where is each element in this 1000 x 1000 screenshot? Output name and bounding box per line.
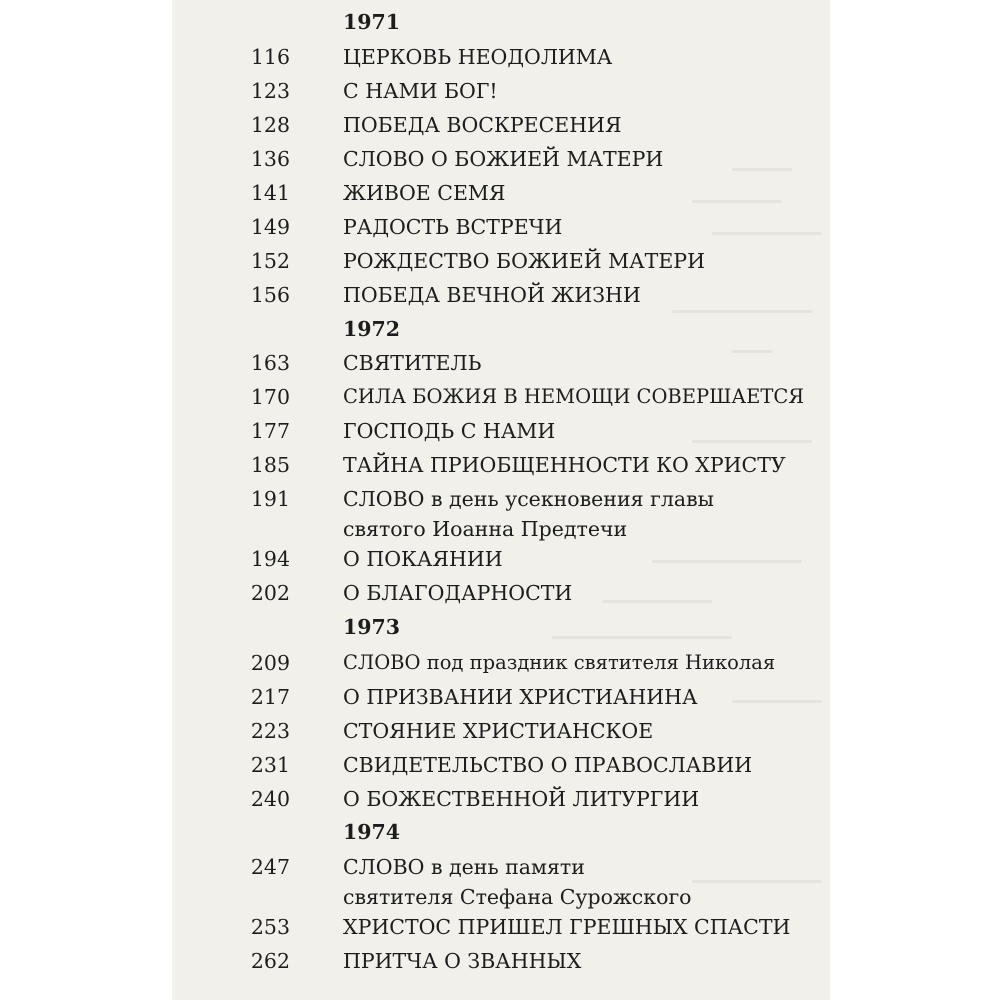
page-number: 149 bbox=[250, 215, 290, 239]
page-number: 194 bbox=[250, 547, 290, 571]
page-number: 116 bbox=[250, 45, 290, 69]
entry-title: ХРИСТОС ПРИШЕЛ ГРЕШНЫХ СПАСТИ bbox=[343, 915, 791, 939]
bleed-through-mark bbox=[672, 310, 812, 313]
page-number: 253 bbox=[250, 915, 290, 939]
entry-title: ЦЕРКОВЬ НЕОДОЛИМА bbox=[343, 45, 613, 69]
entry-title-line: СЛОВО в день памяти bbox=[343, 855, 585, 879]
page-number: 163 bbox=[250, 351, 290, 375]
page-number: 185 bbox=[250, 453, 290, 477]
bleed-through-mark bbox=[712, 232, 822, 235]
entry-title: СЛОВО под праздник святителя Николая bbox=[343, 651, 776, 674]
entry-title: ПРИТЧА О ЗВАННЫХ bbox=[343, 949, 582, 973]
page-number: 231 bbox=[250, 753, 290, 777]
entry-title: ЖИВОЕ СЕМЯ bbox=[343, 181, 506, 205]
entry-title: СВЯТИТЕЛЬ bbox=[343, 351, 482, 375]
bleed-through-mark bbox=[692, 440, 812, 443]
entry-title bbox=[343, 482, 714, 546]
bleed-through-mark bbox=[602, 600, 712, 603]
entry-title: О ПРИЗВАНИИ ХРИСТИАНИНА bbox=[343, 685, 698, 709]
page-number: 217 bbox=[250, 685, 290, 709]
entry-title: О БЛАГОДАРНОСТИ bbox=[343, 581, 573, 605]
entry-title: ПОБЕДА ВОСКРЕСЕНИЯ bbox=[343, 113, 622, 137]
entry-title: РАДОСТЬ ВСТРЕЧИ bbox=[343, 215, 563, 239]
page-number: 123 bbox=[250, 79, 290, 103]
book-page bbox=[172, 0, 830, 1000]
entry-title: РОЖДЕСТВО БОЖИЕЙ МАТЕРИ bbox=[343, 249, 705, 273]
entry-title: ГОСПОДЬ С НАМИ bbox=[343, 419, 556, 443]
entry-title: О ПОКАЯНИИ bbox=[343, 547, 503, 571]
page-number: 223 bbox=[250, 719, 290, 743]
bleed-through-mark bbox=[692, 200, 782, 203]
page-number: 177 bbox=[250, 419, 290, 443]
entry-title: С НАМИ БОГ! bbox=[343, 79, 498, 103]
page-number: 262 bbox=[250, 949, 290, 973]
page-number: 152 bbox=[250, 249, 290, 273]
year-heading-1973: 1973 bbox=[343, 615, 401, 639]
page-number: 202 bbox=[250, 581, 290, 605]
year-heading-1972: 1972 bbox=[343, 317, 401, 341]
entry-title: СТОЯНИЕ ХРИСТИАНСКОЕ bbox=[343, 719, 654, 743]
bleed-through-mark bbox=[732, 700, 822, 703]
page-number: 247 bbox=[250, 855, 290, 879]
entry-title: ТАЙНА ПРИОБЩЕННОСТИ КО ХРИСТУ bbox=[343, 453, 786, 477]
year-heading-1971: 1971 bbox=[343, 10, 401, 34]
entry-title-line: святого Иоанна Предтечи bbox=[343, 517, 628, 541]
bleed-through-mark bbox=[652, 560, 802, 563]
entry-title: ПОБЕДА ВЕЧНОЙ ЖИЗНИ bbox=[343, 283, 641, 307]
bleed-through-mark bbox=[692, 880, 822, 883]
entry-title: СИЛА БОЖИЯ В НЕМОЩИ СОВЕРШАЕТСЯ bbox=[343, 385, 805, 408]
year-heading-1974: 1974 bbox=[343, 820, 401, 844]
page-number: 191 bbox=[250, 487, 290, 511]
bleed-through-mark bbox=[732, 350, 772, 353]
page-number: 128 bbox=[250, 113, 290, 137]
page-number: 141 bbox=[250, 181, 290, 205]
page-number: 170 bbox=[250, 385, 290, 409]
page-number: 156 bbox=[250, 283, 290, 307]
entry-title bbox=[343, 850, 692, 914]
page-number: 136 bbox=[250, 147, 290, 171]
entry-title-line: СЛОВО в день усекновения главы bbox=[343, 487, 714, 511]
entry-title: СВИДЕТЕЛЬСТВО О ПРАВОСЛАВИИ bbox=[343, 753, 753, 777]
page-number: 209 bbox=[250, 651, 290, 675]
bleed-through-mark bbox=[552, 636, 732, 639]
bleed-through-mark bbox=[732, 168, 792, 171]
entry-title: СЛОВО О БОЖИЕЙ МАТЕРИ bbox=[343, 147, 664, 171]
entry-title-line: святителя Стефана Сурожского bbox=[343, 885, 692, 909]
page-number: 240 bbox=[250, 787, 290, 811]
entry-title: О БОЖЕСТВЕННОЙ ЛИТУРГИИ bbox=[343, 787, 700, 811]
